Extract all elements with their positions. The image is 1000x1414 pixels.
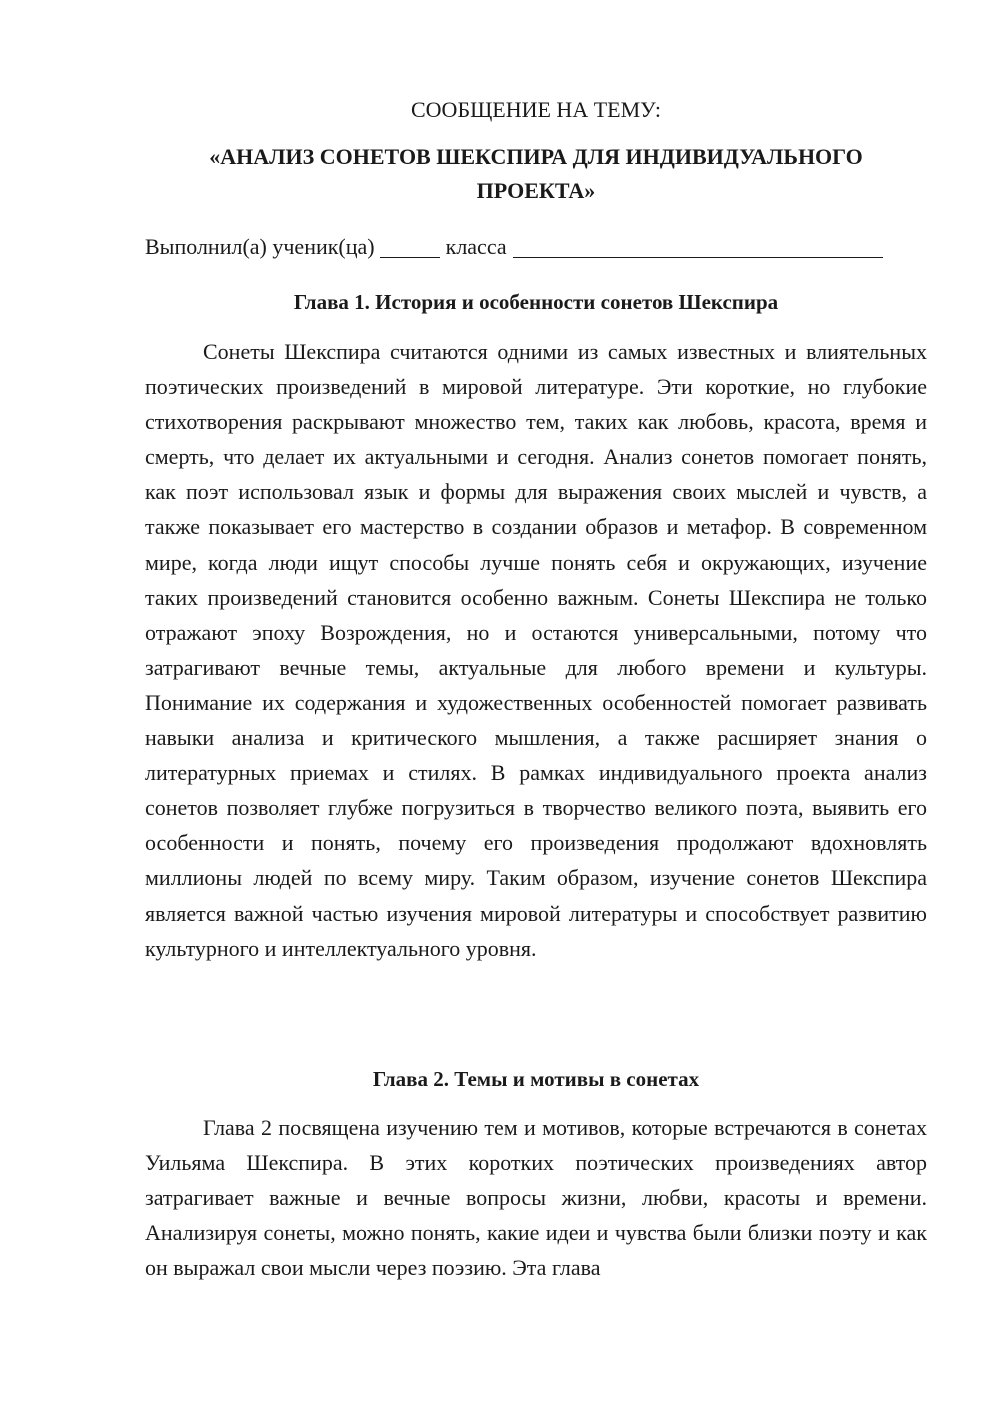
class-number-blank [380, 235, 440, 258]
class-label: класса [445, 234, 507, 259]
author-line [145, 232, 927, 262]
student-name-blank [513, 235, 883, 258]
document-title-line-2: ПРОЕКТА» [476, 178, 596, 203]
document-subtitle: СООБЩЕНИЕ НА ТЕМУ: [411, 97, 661, 122]
author-prefix: Выполнил(а) ученик(ца) [145, 234, 375, 259]
chapter-1-heading: Глава 1. История и особенности сонетов Шекспира [293, 290, 779, 314]
chapter-2-heading: Глава 2. Темы и мотивы в сонетах [372, 1067, 700, 1091]
chapter-1-paragraph: Сонеты Шекспира считаются одними из самых известных и влиятельных поэтических произведений в мировой литературе. Эти короткие, но глубокие стихотворения раскрывают множество тем, таких как любовь, красота, время и смерть, что делает их актуальными и сегодня. Анализ сонетов помогает понять, как поэт использовал язык и формы для выражения своих мыслей и чувств, а также показывает его мастерство в создании образов и метафор. В современном мире, когда люди ищут способы лучше понять себя и окружающих, изучение таких произведений становится особенно важным. Сонеты Шекспира не только отражают эпоху Возрождения, но и остаются универсальными, потому что затрагивают вечные темы, актуальные для любого времени и культуры. Понимание их содержания и художественных особенностей помогает развивать навыки анализа и критического мышления, а также расширяет знания о литературных приемах и стилях. В рамках индивидуального проекта анализ сонетов позволяет глубже погрузиться в творчество великого поэта, выявить его особенности и понять, почему его произведения продолжают вдохновлять миллионы людей по всему миру. Таким образом, изучение сонетов Шекспира является важной частью изучения мировой литературы и способствует развитию культурного и интеллектуального уровня. [145, 339, 927, 961]
document-title-line-1: «АНАЛИЗ СОНЕТОВ ШЕКСПИРА ДЛЯ ИНДИВИДУАЛЬНОГО [209, 144, 863, 169]
chapter-2-paragraph: Глава 2 посвящена изучению тем и мотивов, которые встречаются в сонетах Уильяма Шекспира. В этих коротких поэтических произведениях автор затрагивает важные и вечные вопросы жизни, любви, красоты и времени. Анализируя сонеты, можно понять, какие идеи и чувства были близки поэту и как он выражал свои мысли через поэзию. Эта глава [145, 1115, 927, 1281]
